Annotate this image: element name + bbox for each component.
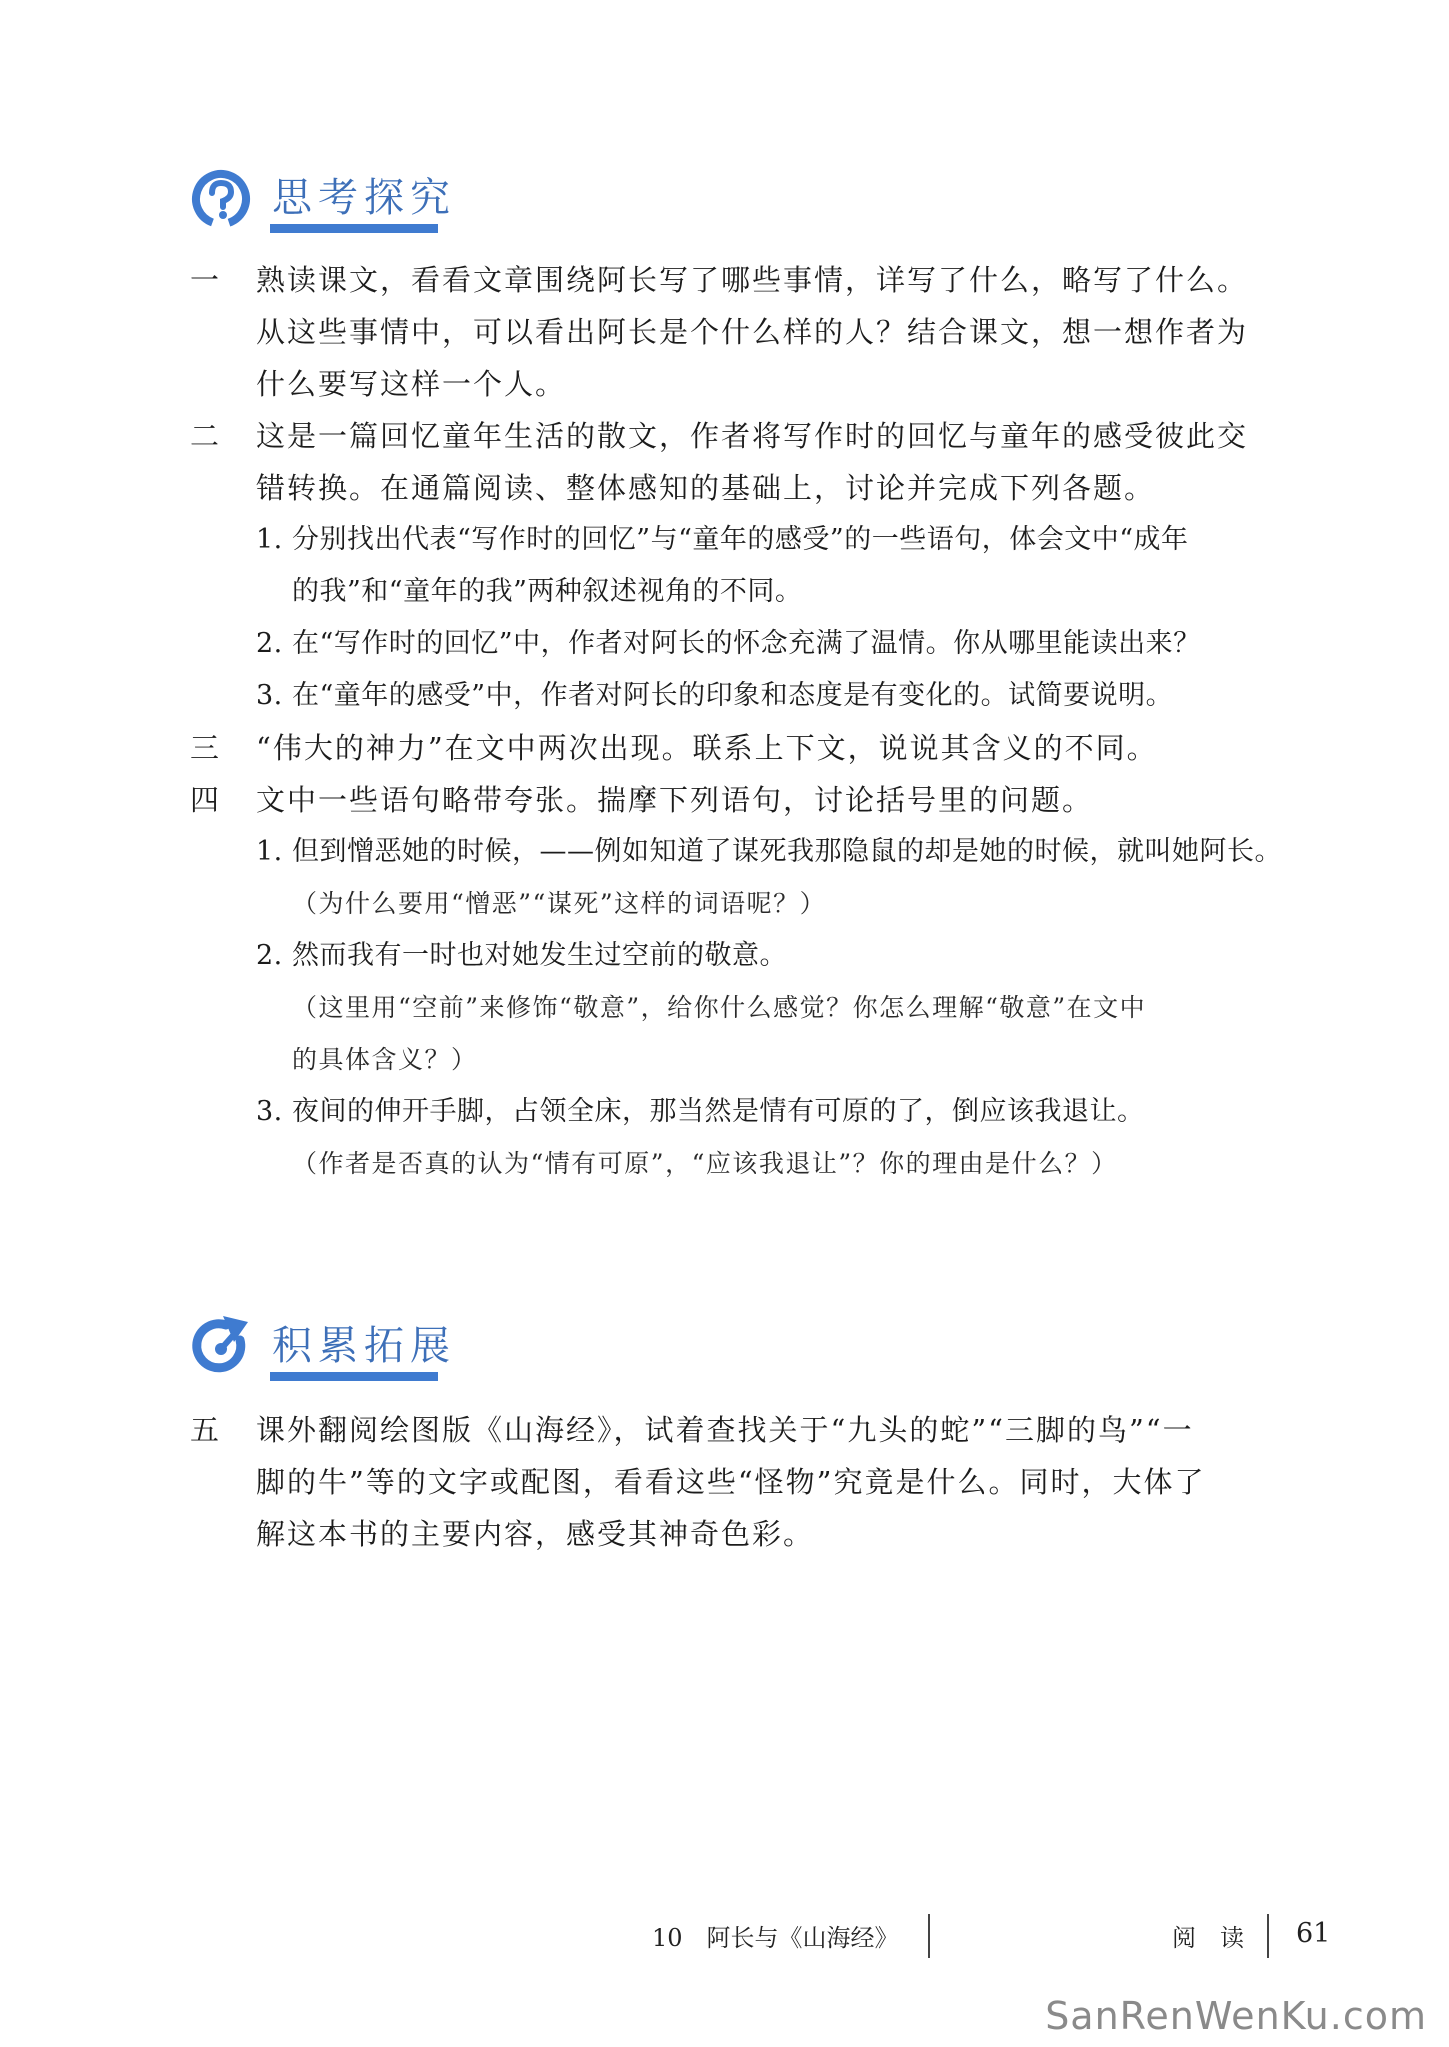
- section-title: 积累拓展: [272, 1323, 456, 1369]
- sub-question: [190, 1086, 1330, 1138]
- question-text: 解这本书的主要内容，感受其神奇色彩。: [256, 1517, 815, 1551]
- title-underline: [270, 224, 438, 233]
- question-text: 脚的牛”等的文字或配图，看看这些“怪物”究竟是什么。同时，大体了: [256, 1465, 1206, 1499]
- sub-question-text: 但到憎恶她的时候，——例如知道了谋死我那隐鼠的却是她的时候，就叫她阿长。: [292, 836, 1282, 867]
- question-5: [190, 1404, 1330, 1560]
- question-3: [190, 722, 1330, 774]
- question-number: 二: [190, 419, 222, 453]
- question-1: [190, 254, 1330, 410]
- sub-question: [190, 618, 1330, 670]
- sub-question-text: 在“写作时的回忆”中，作者对阿长的怀念充满了温情。你从哪里能读出来？: [292, 628, 1201, 659]
- question-note: （作者是否真的认为“情有可原”，“应该我退让”？你的理由是什么？）: [292, 1149, 1118, 1178]
- question-note: （为什么要用“憎恶”“谋死”这样的词语呢？）: [292, 889, 827, 918]
- question-text: “伟大的神力”在文中两次出现。联系上下文，说说其含义的不同。: [256, 731, 1158, 765]
- question-note: 的具体含义？）: [292, 1045, 478, 1074]
- refresh-arrow-icon: [190, 1316, 252, 1378]
- sub-question-text: 分别找出代表“写作时的回忆”与“童年的感受”的一些语句，体会文中“成年: [292, 524, 1189, 555]
- question-number: 五: [190, 1413, 222, 1447]
- question-text: 什么要写这样一个人。: [256, 367, 567, 401]
- sub-question-text: 的我”和“童年的我”两种叙述视角的不同。: [292, 576, 803, 607]
- sub-question-number: 3.: [256, 680, 283, 711]
- sub-question-number: 1.: [256, 836, 283, 867]
- question-number: 四: [190, 783, 222, 817]
- question-text: 错转换。在通篇阅读、整体感知的基础上，讨论并完成下列各题。: [256, 471, 1156, 505]
- question-text: 这是一篇回忆童年生活的散文，作者将写作时的回忆与童年的感受彼此交: [256, 419, 1249, 453]
- question-text: 从这些事情中，可以看出阿长是个什么样的人？结合课文，想一想作者为: [256, 315, 1249, 349]
- question-text: 文中一些语句略带夸张。揣摩下列语句，讨论括号里的问题。: [256, 783, 1094, 817]
- sub-question-number: 2.: [256, 940, 283, 971]
- question-icon: [190, 168, 252, 230]
- page-number: 61: [1296, 1918, 1331, 1949]
- question-note: （这里用“空前”来修饰“敬意”，给你什么感觉？你怎么理解“敬意”在文中: [292, 993, 1147, 1022]
- sub-question: [190, 826, 1330, 878]
- question-text: 熟读课文，看看文章围绕阿长写了哪些事情，详写了什么，略写了什么。: [256, 263, 1249, 297]
- watermark: SanRenWenKu.com: [1045, 1994, 1427, 2038]
- footer-category: 阅 读: [1172, 1924, 1244, 1952]
- question-4: [190, 774, 1330, 1190]
- sub-question-number: 2.: [256, 628, 283, 659]
- section-title: 思考探究: [272, 175, 456, 221]
- question-number: 一: [190, 263, 222, 297]
- footer-divider: [928, 1914, 930, 1958]
- footer-lesson-title: 10 阿长与《山海经》: [652, 1924, 899, 1952]
- sub-question-number: 3.: [256, 1096, 283, 1127]
- sub-question: [190, 514, 1330, 566]
- footer-divider: [1267, 1914, 1269, 1958]
- sub-question-text: 夜间的伸开手脚，占领全床，那当然是情有可原的了，倒应该我退让。: [292, 1096, 1145, 1127]
- sub-question: [190, 670, 1330, 722]
- question-number: 三: [190, 731, 222, 765]
- sub-question-number: 1.: [256, 524, 283, 555]
- title-underline: [270, 1372, 438, 1381]
- sub-question-text: 然而我有一时也对她发生过空前的敬意。: [292, 940, 787, 971]
- question-2: [190, 410, 1330, 722]
- sub-question-text: 在“童年的感受”中，作者对阿长的印象和态度是有变化的。试简要说明。: [292, 680, 1174, 711]
- sub-question: [190, 930, 1330, 982]
- question-text: 课外翻阅绘图版《山海经》，试着查找关于“九头的蛇”“三脚的鸟”“一: [256, 1413, 1194, 1447]
